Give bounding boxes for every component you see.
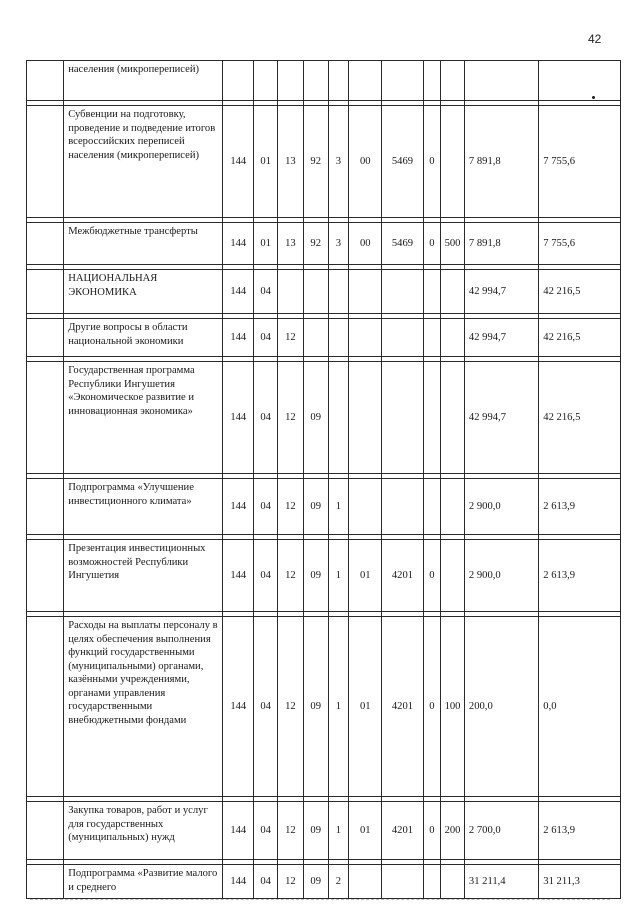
amount-executed: 31 211,3 — [539, 865, 621, 899]
amount-planned: 2 900,0 — [464, 540, 538, 612]
code-gu: 144 — [223, 617, 254, 797]
row-number-cell — [27, 362, 64, 474]
code-rz: 04 — [254, 540, 278, 612]
item-name: Государственная программа Республики Ингушетия «Экономическое развитие и инновационная экономика» — [64, 362, 223, 474]
item-name: Субвенции на подготовку, проведение и подведение итогов всероссийских переписей населения (микропереписей) — [64, 106, 223, 218]
code-program: 09 — [303, 362, 328, 474]
code-pr: 12 — [278, 802, 304, 860]
item-name: Презентация инвестиционных возможностей Республики Ингушетия — [64, 540, 223, 612]
code-vr: 500 — [441, 223, 465, 265]
code-rz: 04 — [254, 319, 278, 357]
code-pr: 13 — [278, 106, 304, 218]
code-program: 09 — [303, 540, 328, 612]
code-index: 0 — [423, 802, 441, 860]
code-subprogram: 2 — [328, 865, 349, 899]
code-measure — [349, 362, 382, 474]
code-measure — [349, 61, 382, 101]
code-pr: 12 — [278, 479, 304, 535]
code-subprogram — [328, 270, 349, 314]
code-pr: 13 — [278, 223, 304, 265]
code-index — [423, 865, 441, 899]
code-program: 09 — [303, 865, 328, 899]
amount-executed: 7 755,6 — [539, 223, 621, 265]
row-number-cell — [27, 61, 64, 101]
code-program — [303, 319, 328, 357]
row-number-cell — [27, 617, 64, 797]
code-vr — [441, 61, 465, 101]
code-measure: 00 — [349, 223, 382, 265]
table-row — [27, 802, 621, 860]
code-pr: 12 — [278, 319, 304, 357]
code-rz: 04 — [254, 479, 278, 535]
code-measure: 01 — [349, 802, 382, 860]
row-number-cell — [27, 479, 64, 535]
code-measure: 00 — [349, 106, 382, 218]
code-direction: 5469 — [382, 223, 423, 265]
table-row — [27, 106, 621, 218]
code-vr — [441, 106, 465, 218]
code-measure: 01 — [349, 617, 382, 797]
table-row — [27, 223, 621, 265]
code-rz: 04 — [254, 362, 278, 474]
item-name: Межбюджетные трансферты — [64, 223, 223, 265]
row-number-cell — [27, 106, 64, 218]
code-vr — [441, 319, 465, 357]
code-pr — [278, 270, 304, 314]
code-index: 0 — [423, 617, 441, 797]
code-program: 09 — [303, 802, 328, 860]
code-direction: 4201 — [382, 540, 423, 612]
row-number-cell — [27, 270, 64, 314]
item-name: населения (микропереписей) — [64, 61, 223, 101]
row-number-cell — [27, 319, 64, 357]
budget-table-body — [27, 61, 621, 899]
code-pr: 12 — [278, 617, 304, 797]
code-direction: 4201 — [382, 802, 423, 860]
scan-artifact-line — [30, 899, 610, 901]
code-gu: 144 — [223, 106, 254, 218]
row-number-cell — [27, 802, 64, 860]
amount-executed: 42 216,5 — [539, 319, 621, 357]
amount-executed: 0,0 — [539, 617, 621, 797]
code-subprogram — [328, 61, 349, 101]
code-rz: 04 — [254, 865, 278, 899]
code-index: 0 — [423, 540, 441, 612]
code-subprogram: 1 — [328, 479, 349, 535]
code-gu: 144 — [223, 865, 254, 899]
amount-planned — [464, 61, 538, 101]
code-pr — [278, 61, 304, 101]
code-subprogram: 1 — [328, 802, 349, 860]
code-gu — [223, 61, 254, 101]
code-vr: 200 — [441, 802, 465, 860]
table-row — [27, 617, 621, 797]
budget-table — [26, 60, 621, 899]
code-pr: 12 — [278, 540, 304, 612]
code-measure: 01 — [349, 540, 382, 612]
code-rz: 04 — [254, 802, 278, 860]
code-gu: 144 — [223, 319, 254, 357]
code-direction: 4201 — [382, 617, 423, 797]
code-program — [303, 270, 328, 314]
code-rz — [254, 61, 278, 101]
row-number-cell — [27, 540, 64, 612]
amount-planned: 200,0 — [464, 617, 538, 797]
item-name: Подпрограмма «Улучшение инвестиционного климата» — [64, 479, 223, 535]
code-subprogram: 1 — [328, 540, 349, 612]
code-rz: 01 — [254, 106, 278, 218]
table-row — [27, 362, 621, 474]
code-vr — [441, 540, 465, 612]
code-index — [423, 319, 441, 357]
code-subprogram — [328, 362, 349, 474]
amount-planned: 7 891,8 — [464, 106, 538, 218]
table-row — [27, 479, 621, 535]
code-index: 0 — [423, 106, 441, 218]
table-row — [27, 319, 621, 357]
code-program: 09 — [303, 617, 328, 797]
code-measure — [349, 479, 382, 535]
code-direction — [382, 270, 423, 314]
item-name: Закупка товаров, работ и услуг для государственных (муниципальных) нужд — [64, 802, 223, 860]
code-vr — [441, 362, 465, 474]
code-measure — [349, 865, 382, 899]
code-gu: 144 — [223, 223, 254, 265]
code-gu: 144 — [223, 540, 254, 612]
page-number: 42 — [588, 32, 602, 46]
code-vr — [441, 865, 465, 899]
amount-planned: 31 211,4 — [464, 865, 538, 899]
code-pr: 12 — [278, 865, 304, 899]
code-vr: 100 — [441, 617, 465, 797]
code-index: 0 — [423, 223, 441, 265]
table-row — [27, 270, 621, 314]
code-rz: 04 — [254, 617, 278, 797]
code-direction: 5469 — [382, 106, 423, 218]
amount-planned: 42 994,7 — [464, 362, 538, 474]
code-measure — [349, 319, 382, 357]
amount-planned: 2 900,0 — [464, 479, 538, 535]
table-row — [27, 61, 621, 101]
amount-executed: 2 613,9 — [539, 802, 621, 860]
code-direction — [382, 865, 423, 899]
amount-planned: 2 700,0 — [464, 802, 538, 860]
item-name: Расходы на выплаты персоналу в целях обеспечения выполнения функций государственными (муниципальными) органами, казёнными учреждениями, органами управления государственными внебюджетными фондами — [64, 617, 223, 797]
code-rz: 04 — [254, 270, 278, 314]
amount-planned: 7 891,8 — [464, 223, 538, 265]
amount-executed: 2 613,9 — [539, 479, 621, 535]
code-subprogram — [328, 319, 349, 357]
row-number-cell — [27, 223, 64, 265]
item-name: Другие вопросы в области национальной экономики — [64, 319, 223, 357]
code-gu: 144 — [223, 479, 254, 535]
table-row — [27, 540, 621, 612]
code-subprogram: 3 — [328, 223, 349, 265]
code-measure — [349, 270, 382, 314]
code-index — [423, 479, 441, 535]
item-name: НАЦИОНАЛЬНАЯ ЭКОНОМИКА — [64, 270, 223, 314]
code-program: 92 — [303, 106, 328, 218]
code-gu: 144 — [223, 802, 254, 860]
code-index — [423, 362, 441, 474]
amount-planned: 42 994,7 — [464, 270, 538, 314]
amount-planned: 42 994,7 — [464, 319, 538, 357]
code-direction — [382, 319, 423, 357]
amount-executed: 42 216,5 — [539, 270, 621, 314]
code-gu: 144 — [223, 270, 254, 314]
code-direction — [382, 61, 423, 101]
row-number-cell — [27, 865, 64, 899]
code-index — [423, 61, 441, 101]
amount-executed: 42 216,5 — [539, 362, 621, 474]
code-program — [303, 61, 328, 101]
code-vr — [441, 270, 465, 314]
code-program: 92 — [303, 223, 328, 265]
code-gu: 144 — [223, 362, 254, 474]
table-row — [27, 865, 621, 899]
code-subprogram: 3 — [328, 106, 349, 218]
code-pr: 12 — [278, 362, 304, 474]
amount-executed: 2 613,9 — [539, 540, 621, 612]
code-direction — [382, 479, 423, 535]
code-direction — [382, 362, 423, 474]
code-index — [423, 270, 441, 314]
amount-executed: 7 755,6 — [539, 106, 621, 218]
code-subprogram: 1 — [328, 617, 349, 797]
item-name: Подпрограмма «Развитие малого и среднего — [64, 865, 223, 899]
amount-executed — [539, 61, 621, 101]
code-vr — [441, 479, 465, 535]
code-rz: 01 — [254, 223, 278, 265]
code-program: 09 — [303, 479, 328, 535]
